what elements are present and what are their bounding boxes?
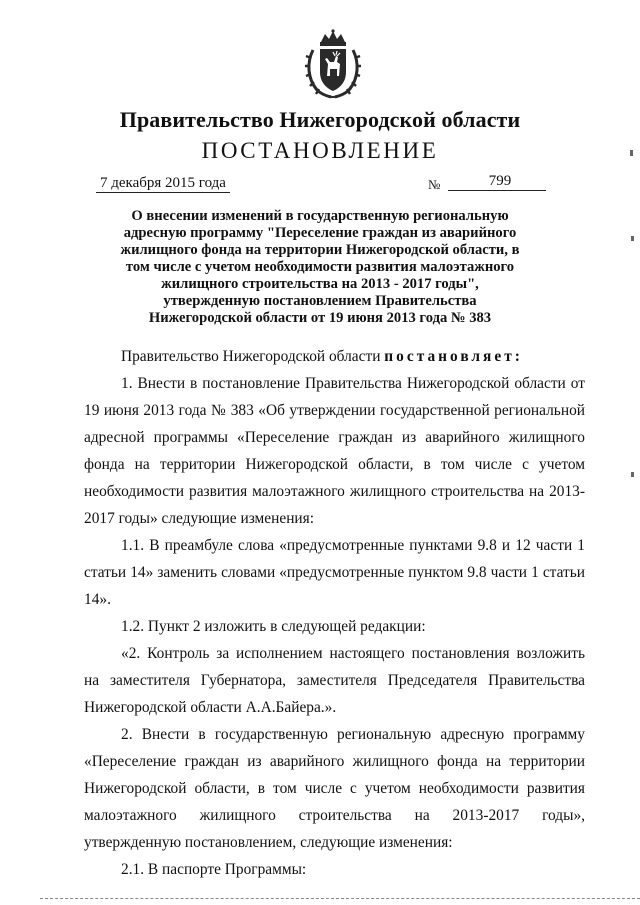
paragraph-1: 1. Внести в постановление Правительства Нижегородской области от 19 июня 2013 года № 383 «Об утверждении государственной региональной адресной программы «Переселение граждан из аварийного жилищного фонда на территории Нижегородской области, в том числе с учетом необходимости развития малоэтажного жилищного строительства на 2013-2017 годы» следующие изменения: — [84, 375, 585, 527]
preamble-verb: постановляет: — [384, 348, 523, 365]
document-number: 799 — [488, 173, 512, 189]
document-date-field — [96, 174, 230, 193]
subject-line: утвержденную постановлением Правительства — [163, 293, 477, 309]
document-subject — [100, 208, 540, 327]
preamble — [84, 343, 585, 370]
paragraph-1-2: 1.2. Пункт 2 изложить в следующей редакции: — [121, 618, 426, 635]
document-body — [84, 343, 585, 883]
coat-of-arms-icon — [303, 28, 363, 100]
subject-line: Нижегородской области от 19 июня 2013 года № 383 — [148, 310, 492, 326]
paragraph-2: 2. Внести в государственную региональную адресную программу «Переселение граждан из аварийного жилищного фонда на территории Нижегородской области, в том числе с учетом необходимости развития малоэтажного жилищного строительства на 2013-2017 годы», утвержденную постановлением, следующие изменения: — [84, 726, 585, 851]
document-type: ПОСТАНОВЛЕНИЕ — [201, 138, 439, 163]
document-number-field — [448, 172, 546, 191]
scan-mark — [631, 236, 634, 241]
subject-line: том числе с учетом необходимости развития малоэтажного — [125, 259, 515, 275]
number-label: № — [428, 177, 441, 192]
subject-line: адресную программу "Переселение граждан из аварийного — [123, 225, 517, 241]
paragraph-2-1: 2.1. В паспорте Программы: — [121, 861, 307, 878]
scan-bottom-line — [40, 898, 640, 899]
paragraph-1-1: 1.1. В преамбуле слова «предусмотренные пунктами 9.8 и 12 части 1 статьи 14» заменить словами «предусмотренные пунктом 9.8 части 1 статьи 14». — [84, 537, 585, 608]
scan-mark — [631, 472, 634, 477]
paragraph-1-2-text: «2. Контроль за исполнением настоящего постановления возложить на заместителя Губернатора, заместителя Председателя Правительства Нижегородской области А.А.Байера.». — [84, 645, 585, 716]
subject-line: жилищного строительства на 2013 - 2017 годы", — [161, 276, 479, 292]
subject-line: жилищного фонда на территории Нижегородской области, в — [120, 242, 520, 258]
scan-mark — [630, 150, 633, 156]
government-title: Правительство Нижегородской области — [119, 107, 521, 132]
subject-line: О внесении изменений в государственную региональную — [131, 208, 509, 224]
document-date: 7 декабря 2015 года — [100, 175, 226, 191]
preamble-lead: Правительство Нижегородской области — [121, 348, 381, 365]
